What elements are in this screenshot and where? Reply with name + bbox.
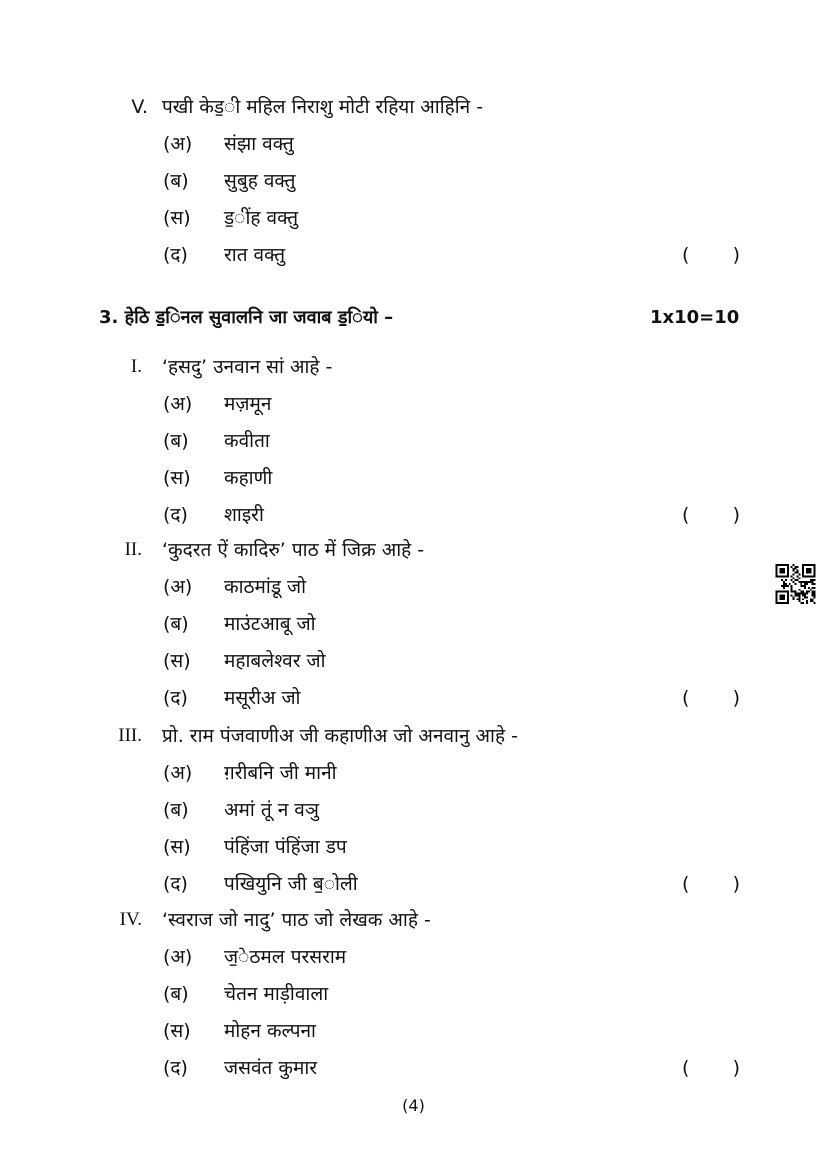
question-text: ‘हसदु’ उनवान सां आहे - (162, 356, 333, 378)
option-text: जसवंत कुमार (224, 1057, 318, 1079)
section-marks: 1x10=10 (650, 307, 740, 328)
bracket-close: ) (732, 873, 740, 895)
page-number: (4) (402, 1096, 425, 1115)
option-text: पंहिंजा पंहिंजा डप (224, 836, 347, 858)
answer-bracket[interactable] (682, 240, 740, 270)
option-label: (अ) (163, 762, 193, 784)
question-text: पखी केड॒ी महिल निराशु मोटी रहिया आहिनि - (162, 96, 484, 118)
option-label: (द) (163, 504, 188, 526)
bracket-close: ) (732, 687, 740, 709)
bracket-close: ) (732, 504, 740, 526)
question-number: III. (118, 725, 142, 746)
option-text: चेतन माड़ीवाला (224, 983, 329, 1005)
option-label: (ब) (163, 983, 189, 1005)
option-text: ग़रीबनि जी मानी (224, 762, 337, 784)
option-text: संझा वक्तु (224, 133, 294, 155)
option-text: सुबुह वक्तु (224, 170, 296, 192)
question-number: I. (130, 356, 142, 377)
bracket-close: ) (732, 244, 740, 266)
qr-code-icon (775, 564, 816, 604)
option-label: (द) (163, 1057, 188, 1079)
option-label: (ब) (163, 799, 189, 821)
question-text: प्रो. राम पंजवाणीअ जी कहाणीअ जो अनवानु आहे - (162, 725, 518, 747)
option-text: काठमांडू जो (224, 576, 307, 598)
option-label: (ब) (163, 170, 189, 192)
option-text: मसूरीअ जो (224, 687, 301, 709)
question-text: ‘कुदरत ऐं कादिरु’ पाठ में जिक्र आहे - (162, 539, 425, 561)
option-label: (स) (163, 467, 191, 489)
bracket-close: ) (732, 1057, 740, 1079)
option-text: ज॒ेठमल परसराम (224, 946, 347, 968)
bracket-open: ( (682, 1057, 690, 1079)
bracket-open: ( (682, 873, 690, 895)
option-label: (अ) (163, 576, 193, 598)
option-text: ड॒ींह वक्तु (224, 207, 299, 229)
option-text: महाबलेश्वर जो (224, 650, 326, 672)
option-label: (ब) (163, 430, 189, 452)
option-label: (अ) (163, 946, 193, 968)
bracket-open: ( (682, 504, 690, 526)
question-text: ‘स्वराज जो नादु’ पाठ जो लेखक आहे - (162, 909, 431, 931)
option-text: कवीता (224, 430, 270, 452)
option-label: (स) (163, 207, 191, 229)
option-text: माउंटआबू जो (224, 613, 316, 635)
section-title: 3. हेठि ड॒िनल सुवालनि जा जवाब ड॒ियो – (99, 307, 394, 328)
option-label: (अ) (163, 393, 193, 415)
option-label: (द) (163, 244, 188, 266)
option-label: (द) (163, 873, 188, 895)
answer-bracket[interactable] (682, 500, 740, 530)
option-text: मोहन कल्पना (224, 1020, 316, 1042)
answer-bracket[interactable] (682, 683, 740, 713)
bracket-open: ( (682, 244, 690, 266)
option-label: (ब) (163, 613, 189, 635)
question-number: II. (124, 539, 142, 560)
option-text: शाइरी (224, 504, 264, 526)
question-number: V. (131, 96, 148, 118)
option-label: (द) (163, 687, 188, 709)
question-number: IV. (119, 909, 142, 930)
bracket-open: ( (682, 687, 690, 709)
option-text: पखियुनि जी ब॒ोली (224, 873, 358, 895)
option-label: (स) (163, 836, 191, 858)
option-label: (अ) (163, 133, 193, 155)
option-label: (स) (163, 650, 191, 672)
answer-bracket[interactable] (682, 1053, 740, 1083)
option-label: (स) (163, 1020, 191, 1042)
option-text: रात वक्तु (224, 244, 286, 266)
option-text: अमां तूं न वञु (224, 799, 319, 821)
option-text: कहाणी (224, 467, 273, 489)
answer-bracket[interactable] (682, 869, 740, 899)
option-text: मज़मून (224, 393, 272, 415)
